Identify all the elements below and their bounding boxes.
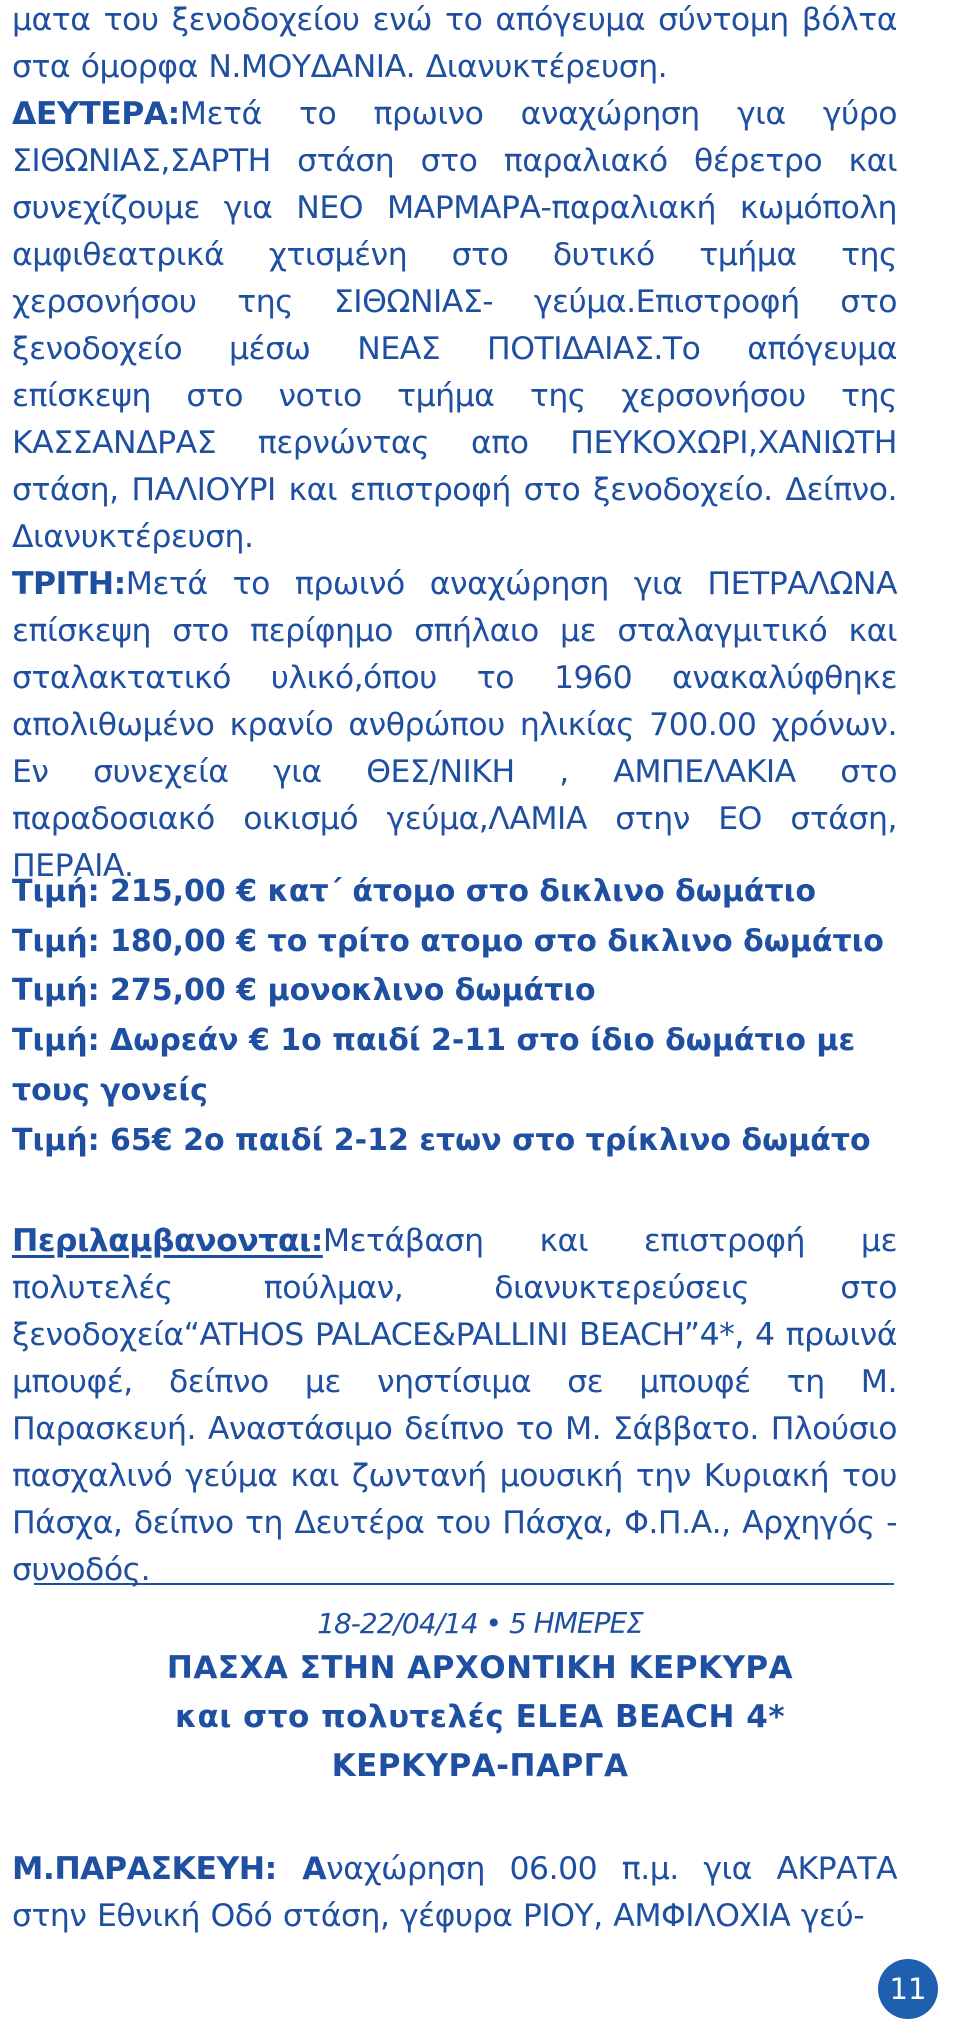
tuesday-text: Μετά το πρωινό αναχώρηση για ΠΕΤΡΑΛΩΝΑ επίσκεψη στο περίφημο σπήλαιο με σταλαγμιτικό και σταλακτατικό υλικό,όπου το 1960 ανακαλύφθηκε απολιθωμένο κρανίο ανθρώπου ηλικίας 700.00 χρόνων. Εν συνεχεία για ΘΕΣ/ΝΙΚΗ , ΑΜΠΕΛΑΚΙΑ στο παραδοσιακό οικισμό γεύμα,ΛΑΜΙΑ στην ΕΟ στάση, ΠΕΡΑΙΑ. bbox=[12, 566, 897, 884]
price-line: Τιμή: 215,00 € κατ΄ άτομο στο δικλινο δωμάτιο bbox=[12, 874, 816, 909]
price-line: Τιμή: Δωρεάν € 1ο παιδί 2-11 στο ίδιο δωμάτιο με τους γονείς bbox=[12, 1023, 856, 1108]
tour-title-line: ΚΕΡΚΥΡΑ-ΠΑΡΓΑ bbox=[331, 1748, 629, 1784]
friday-paragraph bbox=[12, 1846, 897, 1940]
tour-title-line: ΠΑΣΧΑ ΣΤΗΝ ΑΡΧΟΝΤΙΚΗ ΚΕΡΚΥΡΑ bbox=[166, 1650, 794, 1686]
included-section bbox=[12, 1218, 897, 1594]
friday-text: ναχώρηση 06.00 π.μ. για ΑΚΡΑΤΑ στην Εθνική Οδό στάση, γέφυρα ΡΙΟΥ, ΑΜΦΙΛΟΧΙΑ γεύ- bbox=[12, 1851, 897, 1934]
tour-title-line: και στο πολυτελές ELEA BEACH 4* bbox=[174, 1699, 786, 1735]
intro-text: ματα του ξενοδοχείου ενώ το απόγευμα σύντομη βόλτα στα όμορφα Ν.ΜΟΥΔΑΝΙΑ. Διανυκτέρευση. bbox=[12, 2, 897, 85]
price-line: Τιμή: 65€ 2ο παιδί 2-12 ετων στο τρίκλινο δωμάτο bbox=[12, 1122, 871, 1158]
page-number-badge: 11 bbox=[878, 1959, 938, 2019]
monday-label: ΔΕΥΤΕΡΑ: bbox=[12, 96, 180, 132]
price-list bbox=[12, 867, 897, 1165]
price-line: Τιμή: 180,00 € το τρίτο ατομο στο δικλινο δωμάτιο bbox=[12, 923, 884, 959]
monday-text: Μετά το πρωινο αναχώρηση για γύρο ΣΙΘΩΝΙΑΣ,ΣΑΡΤΗ στάση στο παραλιακό θέρετρο και συνεχίζουμε για ΝΕΟ ΜΑΡΜΑΡΑ-παραλιακή κωμόπολη αμφιθεατρικά χτισμένη στο δυτικό τμήμα της χερσονήσου της ΣΙΘΩΝΙΑΣ- γεύμα.Επιστροφή στο ξενοδοχείο μέσω ΝΕΑΣ ΠΟΤΙΔΑΙΑΣ.Το απόγευμα επίσκεψη στο νοτιο τμήμα της χερσονήσου της ΚΑΣΣΑΝΔΡΑΣ περνώντας απο ΠΕΥΚΟΧΩΡΙ,ΧΑΝΙΩΤΗ στάση, ΠΑΛΙΟΥΡΙ και επιστροφή στο ξενοδοχείο. Δείπνο. Διανυκτέρευση. bbox=[12, 96, 897, 555]
included-label: Περιλαμβανονται: bbox=[12, 1223, 323, 1259]
friday-label: Μ.ΠΑΡΑΣΚΕΥΗ: Α bbox=[12, 1851, 327, 1887]
tuesday-label: ΤΡΙΤΗ: bbox=[12, 566, 126, 602]
tour-dates: 18-22/04/14 • 5 ΗΜΕΡΕΣ bbox=[317, 1607, 643, 1640]
section-divider bbox=[34, 1583, 894, 1585]
next-tour-header bbox=[0, 1604, 960, 1791]
price-line: Τιμή: 275,00 € μονοκλινο δωμάτιο bbox=[12, 973, 596, 1009]
itinerary-text bbox=[12, 0, 897, 890]
included-text: Μετάβαση και επιστροφή με πολυτελές πούλμαν, διανυκτερεύσεις στο ξενοδοχεία“ATHOS PALACE&PALLINI BEACH”4*, 4 πρωινά μπουφέ, δείπνο με νηστίσιμα σε μπουφέ τη Μ. Παρασκευή. Αναστάσιμο δείπνο το Μ. Σάββατο. Πλούσιο πασχαλινό γεύμα και ζωντανή μουσική την Κυριακή του Πάσχα, δείπνο τη Δευτέρα του Πάσχα, Φ.Π.Α., Αρχηγός - συνοδός. bbox=[12, 1223, 897, 1588]
